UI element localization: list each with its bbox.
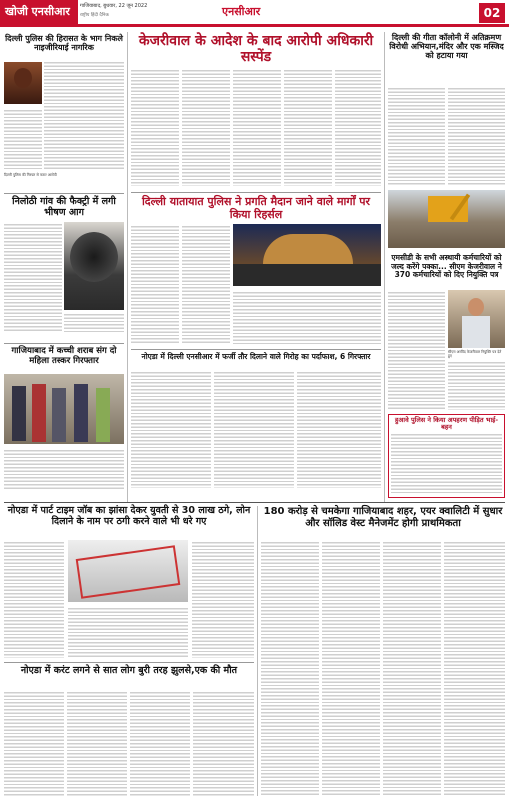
story-body-2a [131, 68, 179, 186]
story-body-12b [67, 690, 127, 796]
caption-accused: दिल्ली पुलिस की गिरफ्त से फरार आरोपी [4, 173, 57, 177]
masthead [0, 0, 509, 28]
headline-nigerian: दिल्ली पुलिस की हिरासत के भाग निकले नाइजीरियाई नागरिक [5, 34, 123, 53]
headline-ghaziabad-180cr: 180 करोड़ से चमकेगा गाजियाबाद शहर, एयर क्वालिटी में सुधार और सॉलिड वेस्ट मैनेजमेंट होगी प्राथमिकता [263, 506, 503, 529]
story-body-11a [261, 540, 319, 796]
story-body-2c [233, 68, 281, 186]
story-body-6c [233, 290, 381, 344]
story-body-fire2 [64, 312, 124, 332]
divider [4, 662, 254, 663]
story-body-10a [4, 540, 64, 658]
story-body-7b [448, 360, 505, 410]
headline-traffic: दिल्ली यातायात पुलिस ने प्रगति मैदान जाने वाले मार्गों पर किया रिहर्सल [141, 195, 371, 221]
story-body-3b [448, 86, 505, 186]
story-body-12d [193, 690, 254, 796]
story-body-6b [182, 224, 230, 344]
masthead-rule [0, 24, 509, 27]
column-rule [257, 506, 258, 796]
story-body-7a [388, 290, 445, 410]
story-body-fire [4, 222, 62, 332]
story-body-12a [4, 690, 64, 796]
masthead-subtag: राष्ट्रीय हिंदी दैनिक [80, 13, 109, 18]
story-body-6a [131, 224, 179, 344]
photo-pragati-maidan [233, 224, 381, 286]
headline-fire: निलोठी गांव की फैक्ट्री में लगी भीषण आग [12, 196, 116, 218]
photo-job-fraud [68, 540, 188, 602]
divider [131, 349, 381, 350]
headline-liquor: गाजियाबाद में कच्ची शराब संग दो महिला तस्कर गिरफ्तार [11, 346, 117, 366]
story-body-9 [391, 432, 502, 494]
headline-geeta-colony: दिल्ली की गीता कॉलोनी में अतिक्रमण विरोधी अभियान,मंदिर और एक मस्जिद को हटाया गया [389, 33, 504, 61]
caption-kejriwal: सीएम अरविंद केजरीवाल नियुक्ति पत्र देते हुए [448, 350, 502, 359]
story-body-8c [297, 370, 381, 488]
photo-demolition [388, 190, 505, 248]
story-body-2e [335, 68, 381, 186]
masthead-tagline: गाजियाबाद, बुधवार, 22 जून 2022 [80, 3, 148, 9]
story-body-liquor [4, 448, 124, 490]
headline-kejriwal: केजरीवाल के आदेश के बाद आरोपी अधिकारी सस्पेंड [138, 33, 374, 66]
divider [4, 343, 124, 344]
photo-arrested-women [4, 374, 124, 444]
headline-electrocution: नोएडा में करंट लगने से सात लोग बुरी तरह झुलसे,एक की मौत [20, 665, 238, 676]
story-body-8a [131, 370, 211, 488]
story-body-1 [44, 60, 124, 170]
story-body-10b [68, 606, 188, 658]
story-body-10c [192, 540, 254, 658]
photo-accused [4, 62, 42, 104]
column-rule [384, 32, 385, 502]
divider [4, 193, 124, 194]
story-body-3a [388, 86, 445, 186]
headline-kidnap: हुआवे पुलिस ने किया अपहरण पीड़ित भाई-बहन [394, 416, 499, 432]
story-body-8b [214, 370, 294, 488]
headline-parttime-job: नोएडा में पार्ट टाइम जॉब का झांसा देकर युवती से 30 लाख ठगे, लोन दिलाने के नाम पर ठगी करने वाले भी धरे गए [7, 505, 251, 527]
story-body-11b [322, 540, 380, 796]
story-body-2b [182, 68, 230, 186]
photo-kejriwal [448, 290, 505, 348]
story-body-1b [4, 108, 42, 170]
newspaper-name: खोजी एनसीआर [0, 0, 78, 24]
divider [4, 502, 505, 503]
column-rule [127, 32, 128, 502]
section-title: एनसीआर [222, 5, 261, 18]
page-number: 02 [479, 3, 505, 23]
story-body-12c [130, 690, 190, 796]
headline-mcd: एमसीडी के सभी अस्थायी कर्मचारियों को जल्द करेंगे पक्का... सीएम केजरीवाल ने 370 कर्मचारियों को दिए नियुक्ति पत्र [391, 253, 502, 280]
story-body-2d [284, 68, 332, 186]
divider [131, 192, 381, 193]
story-body-11c [383, 540, 441, 796]
story-body-11d [444, 540, 505, 796]
headline-noida-gang: नोएडा में दिल्ली एनसीआर में फर्जी तौर दिलाने वाले गिरोह का पर्दाफाश, 6 गिरफ्तार [141, 352, 371, 361]
photo-fire-smoke [64, 222, 124, 310]
